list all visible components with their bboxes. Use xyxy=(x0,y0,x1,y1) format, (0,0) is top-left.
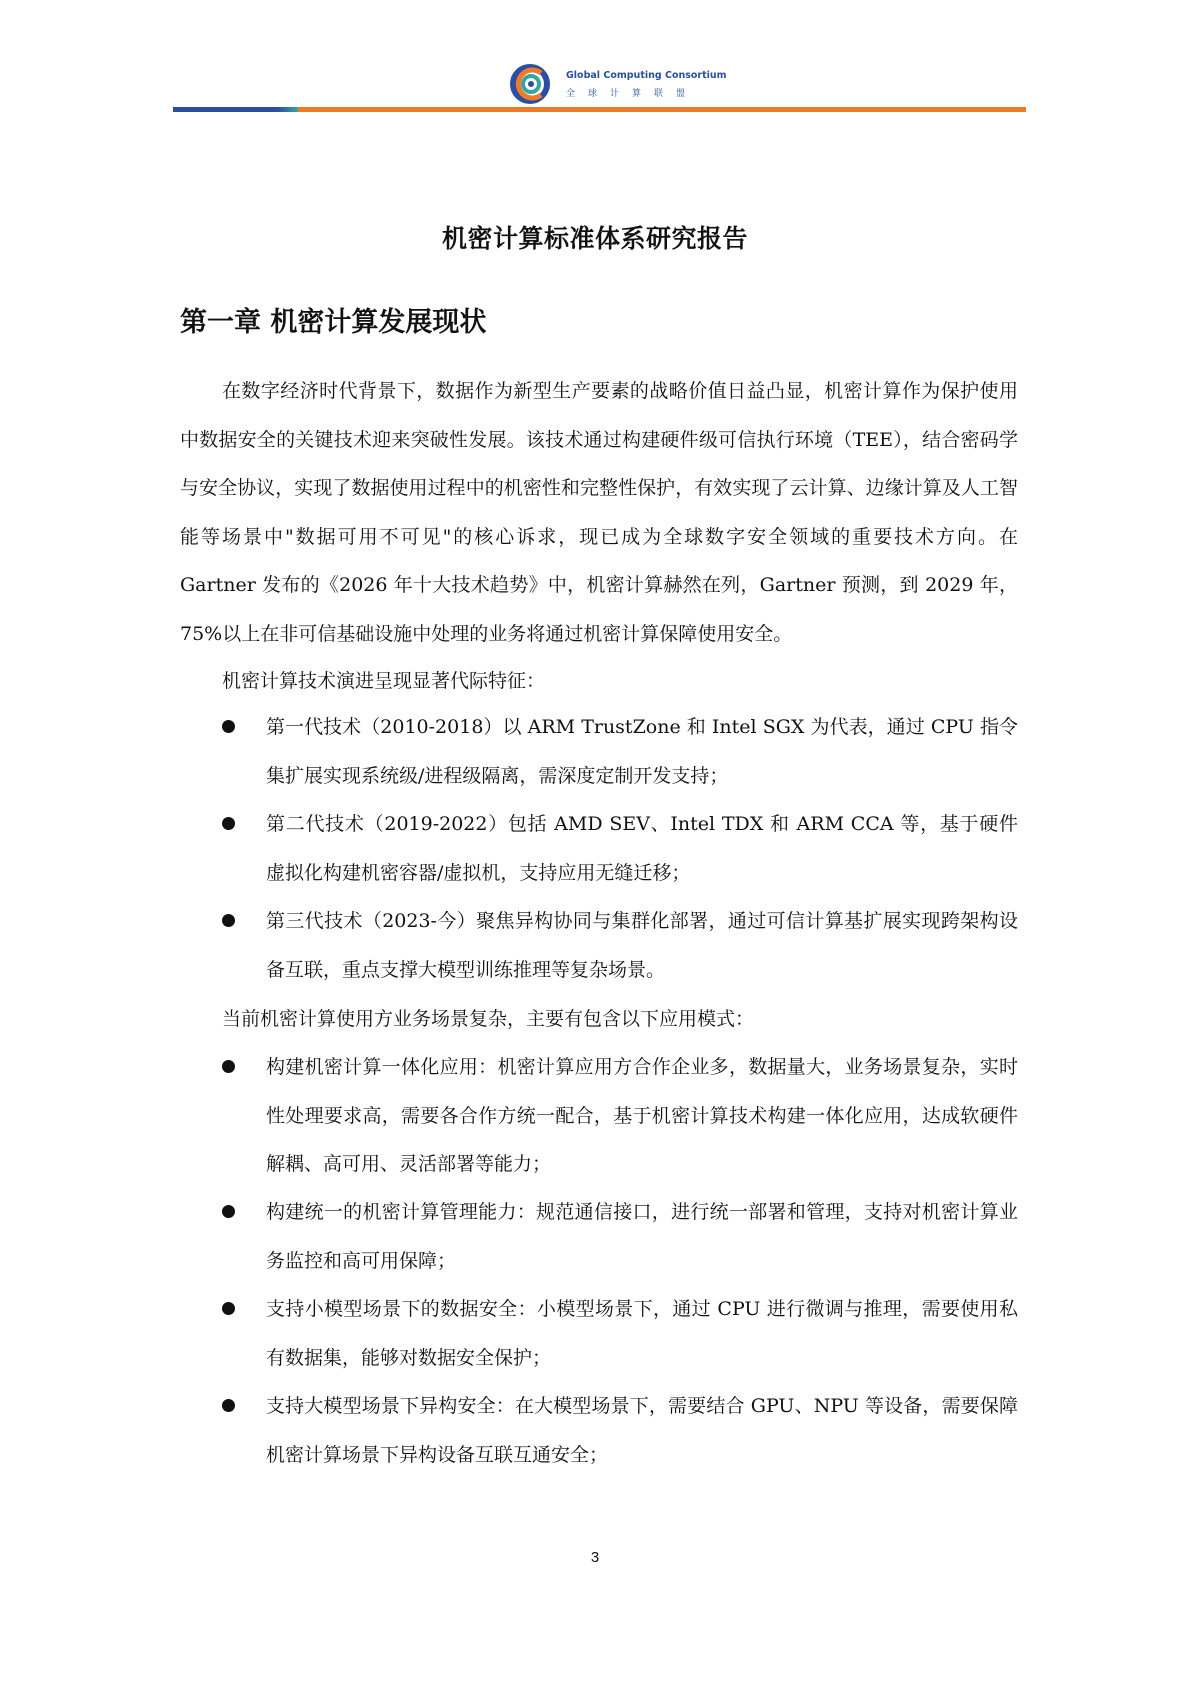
list-item-text: 构建统一的机密计算管理能力：规范通信接口，进行统一部署和管理，支持对机密计算业务监控和高可用保障； xyxy=(266,1201,1018,1272)
bullet-icon xyxy=(222,817,235,830)
header-rule-teal xyxy=(278,107,298,112)
bullet-icon xyxy=(222,1399,235,1412)
document-title: 机密计算标准体系研究报告 xyxy=(441,224,748,253)
evolution-lead: 机密计算技术演进呈现显著代际特征： xyxy=(222,670,546,692)
intro-paragraph: 在数字经济时代背景下，数据作为新型生产要素的战略价值日益凸显，机密计算作为保护使用中数据安全的关键技术迎来突破性发展。该技术通过构建硬件级可信执行环境（TEE），结合密码学与安全协议，实现了数据使用过程中的机密性和完整性保护，有效实现了云计算、边缘计算及人工智能等场景中"数据可用不可见"的核心诉求，现已成为全球数字安全领域的重要技术方向。在 Gartner 发布的《2026 年十大技术趋势》中，机密计算赫然在列，Gartner 预测，到 2029 年，75%以上在非可信基础设施中处理的业务将通过机密计算保障使用安全。 xyxy=(180,380,1018,645)
logo-text-en: Global Computing Consortium xyxy=(566,70,727,81)
list-item-text: 第二代技术（2019-2022）包括 AMD SEV、Intel TDX 和 ARM CCA 等，基于硬件虚拟化构建机密容器/虚拟机，支持应用无缝迁移； xyxy=(266,813,1018,884)
page-header xyxy=(0,0,1190,120)
bullet-icon xyxy=(222,1302,235,1315)
list-item-text: 第一代技术（2010-2018）以 ARM TrustZone 和 Intel SGX 为代表，通过 CPU 指令集扩展实现系统级/进程级隔离，需深度定制开发支持； xyxy=(266,716,1018,787)
list-item-text: 支持小模型场景下的数据安全：小模型场景下，通过 CPU 进行微调与推理，需要使用私有数据集，能够对数据安全保护； xyxy=(266,1298,1018,1369)
list-item-text: 第三代技术（2023-今）聚焦异构协同与集群化部署，通过可信计算基扩展实现跨架构设备互联，重点支撑大模型训练推理等复杂场景。 xyxy=(266,910,1018,981)
header-rule-blue xyxy=(173,107,278,112)
bullet-icon xyxy=(222,914,235,927)
chapter-heading: 第一章 机密计算发展现状 xyxy=(180,307,487,338)
header-rule-orange xyxy=(298,107,1026,112)
bullet-icon xyxy=(222,1205,235,1218)
page-number: 3 xyxy=(590,1549,600,1566)
bullet-icon xyxy=(222,1060,235,1073)
scenario-lead: 当前机密计算使用方业务场景复杂，主要有包含以下应用模式： xyxy=(222,1008,755,1030)
list-item-text: 构建机密计算一体化应用：机密计算应用方合作企业多，数据量大，业务场景复杂，实时性处理要求高，需要各合作方统一配合，基于机密计算技术构建一体化应用，达成软硬件解耦、高可用、灵活部署等能力； xyxy=(266,1056,1018,1175)
logo-text-cn: 全球计算联盟 xyxy=(566,89,699,99)
list-item-text: 支持大模型场景下异构安全：在大模型场景下，需要结合 GPU、NPU 等设备，需要保障机密计算场景下异构设备互联互通安全； xyxy=(266,1395,1018,1466)
gcc-logo xyxy=(510,64,727,106)
gcc-logo-icon xyxy=(510,64,558,104)
bullet-icon xyxy=(222,720,235,733)
